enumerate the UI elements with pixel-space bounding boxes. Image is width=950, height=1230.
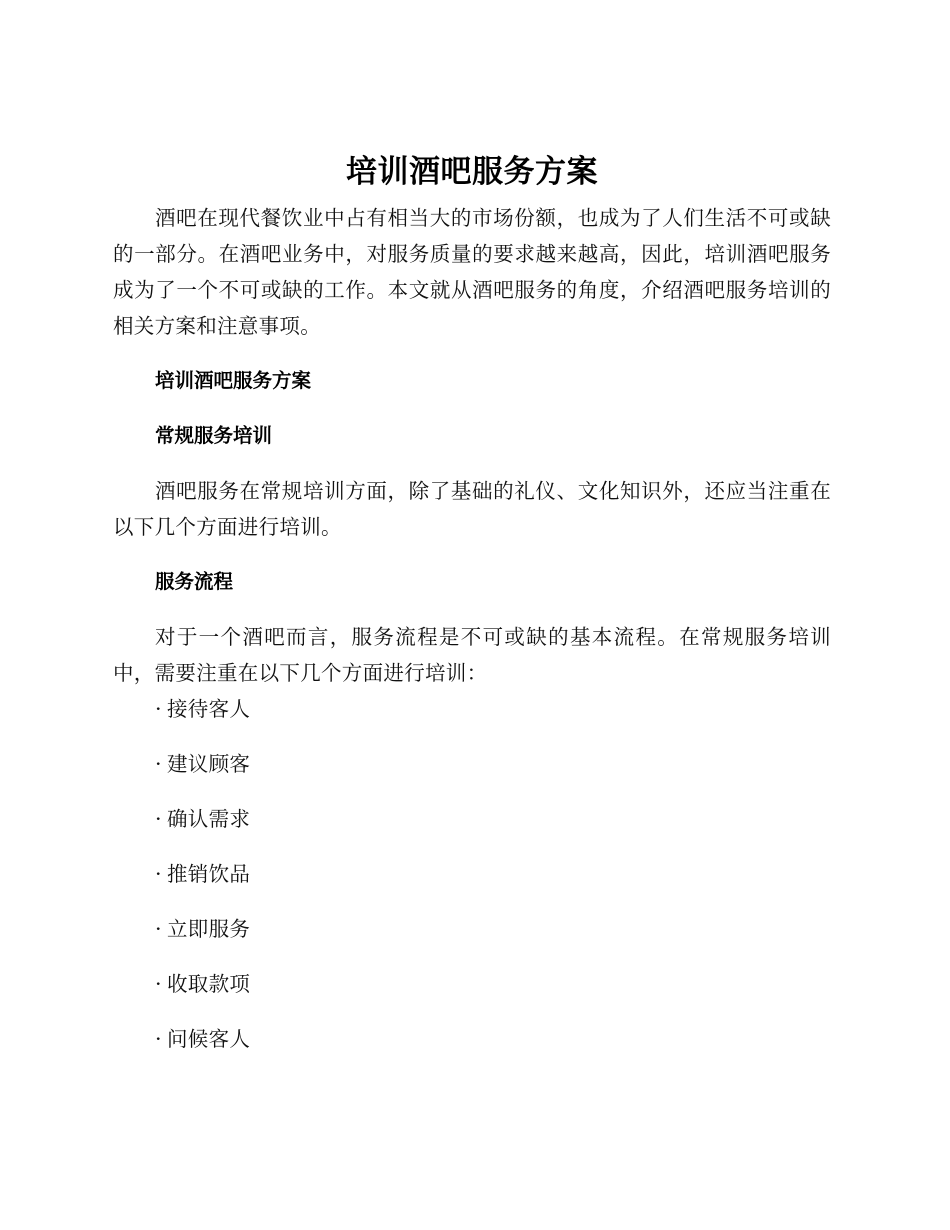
list-item-text: 确认需求 [167, 807, 251, 831]
bullet-icon: · [155, 697, 162, 721]
list-item [113, 911, 831, 947]
list-item [113, 856, 831, 892]
list-item-text: 收取款项 [167, 972, 251, 996]
bullet-icon: · [155, 807, 162, 831]
list-item [113, 801, 831, 837]
process-list [113, 691, 831, 1057]
section-heading: 培训酒吧服务方案 [155, 369, 312, 392]
process-heading: 服务流程 [155, 570, 234, 593]
process-paragraph: 对于一个酒吧而言，服务流程是不可或缺的基本流程。在常规服务培训中，需要注重在以下几个方面进行培训： [113, 625, 831, 685]
list-item [113, 691, 831, 727]
list-item [113, 746, 831, 782]
bullet-icon: · [155, 917, 162, 941]
subsection-heading: 常规服务培训 [155, 424, 273, 447]
list-item [113, 966, 831, 1002]
bullet-icon: · [155, 862, 162, 886]
bullet-icon: · [155, 1027, 162, 1051]
intro-paragraph: 酒吧在现代餐饮业中占有相当大的市场份额，也成为了人们生活不可或缺的一部分。在酒吧业务中，对服务质量的要求越来越高，因此，培训酒吧服务成为了一个不可或缺的工作。本文就从酒吧服务的角度，介绍酒吧服务培训的相关方案和注意事项。 [113, 206, 831, 338]
list-item-text: 建议顾客 [167, 752, 251, 776]
subsection-paragraph: 酒吧服务在常规培训方面，除了基础的礼仪、文化知识外，还应当注重在以下几个方面进行培训。 [113, 479, 831, 539]
list-item-text: 接待客人 [167, 697, 251, 721]
list-item [113, 1021, 831, 1057]
list-item-text: 问候客人 [167, 1027, 251, 1051]
document-body [113, 150, 831, 1057]
bullet-icon: · [155, 972, 162, 996]
bullet-icon: · [155, 752, 162, 776]
document-title: 培训酒吧服务方案 [346, 154, 598, 190]
list-item-text: 立即服务 [167, 917, 251, 941]
list-item-text: 推销饮品 [167, 862, 251, 886]
